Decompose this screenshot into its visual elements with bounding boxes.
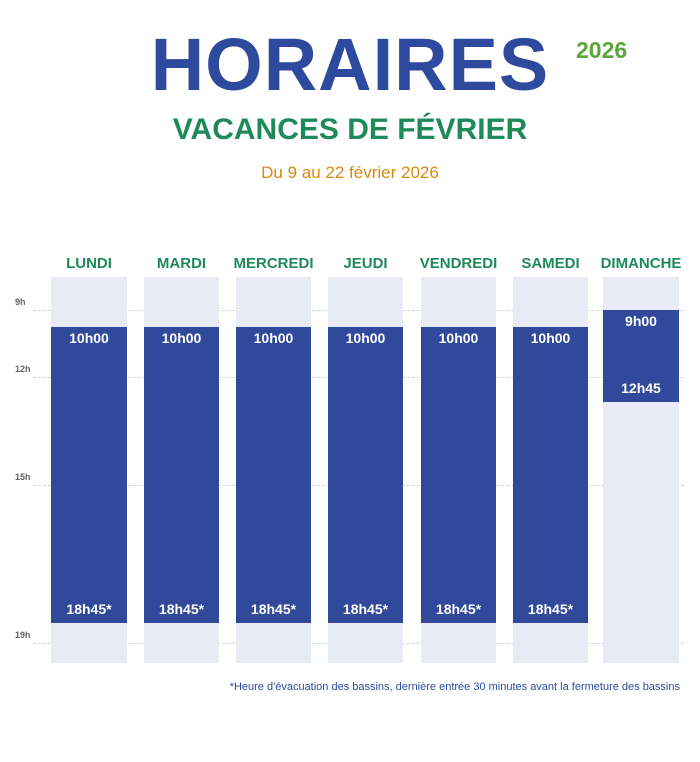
closing-time-samedi: 18h45* [527,601,574,618]
day-header-mercredi: MERCREDI [233,255,314,272]
page-title: HORAIRES [150,23,550,106]
opening-time-jeudi: 10h00 [345,329,386,346]
closing-time-mardi: 18h45* [158,601,205,618]
hour-label: 19h [15,630,31,641]
opening-time-dimanche: 9h00 [625,313,657,330]
opening-time-mardi: 10h00 [161,329,202,346]
opening-bar-lundi [51,327,127,623]
opening-time-samedi: 10h00 [530,329,571,346]
hour-label: 12h [15,363,31,374]
day-header-mardi: MARDI [156,255,207,272]
day-header-samedi: SAMEDI [521,255,580,272]
opening-bar-jeudi [328,327,403,623]
day-header-lundi: LUNDI [66,255,112,272]
footnote: *Heure d'évacuation des bassins, dernière entrée 30 minutes avant la fermeture des bassins [229,681,680,693]
closing-time-dimanche: 12h45 [621,379,661,396]
closing-time-vendredi: 18h45* [435,601,482,618]
opening-bar-samedi [513,327,588,623]
closing-time-mercredi: 18h45* [250,601,297,618]
closing-time-jeudi: 18h45* [342,601,389,618]
opening-time-mercredi: 10h00 [253,329,294,346]
year-badge: 2026 [576,37,628,63]
opening-bar-mercredi [236,327,311,623]
hour-label: 9h [15,297,26,308]
opening-time-lundi: 10h00 [69,329,109,346]
page-subtitle: VACANCES DE FÉVRIER [172,113,528,146]
date-range: Du 9 au 22 février 2026 [261,163,439,182]
day-header-dimanche: DIMANCHE [600,255,682,272]
opening-time-vendredi: 10h00 [438,329,479,346]
day-header-vendredi: VENDREDI [419,255,498,272]
opening-bar-vendredi [421,327,496,623]
closing-time-lundi: 18h45* [66,601,112,618]
opening-bar-mardi [144,327,219,623]
hour-label: 15h [15,471,31,482]
day-header-jeudi: JEUDI [343,255,388,272]
